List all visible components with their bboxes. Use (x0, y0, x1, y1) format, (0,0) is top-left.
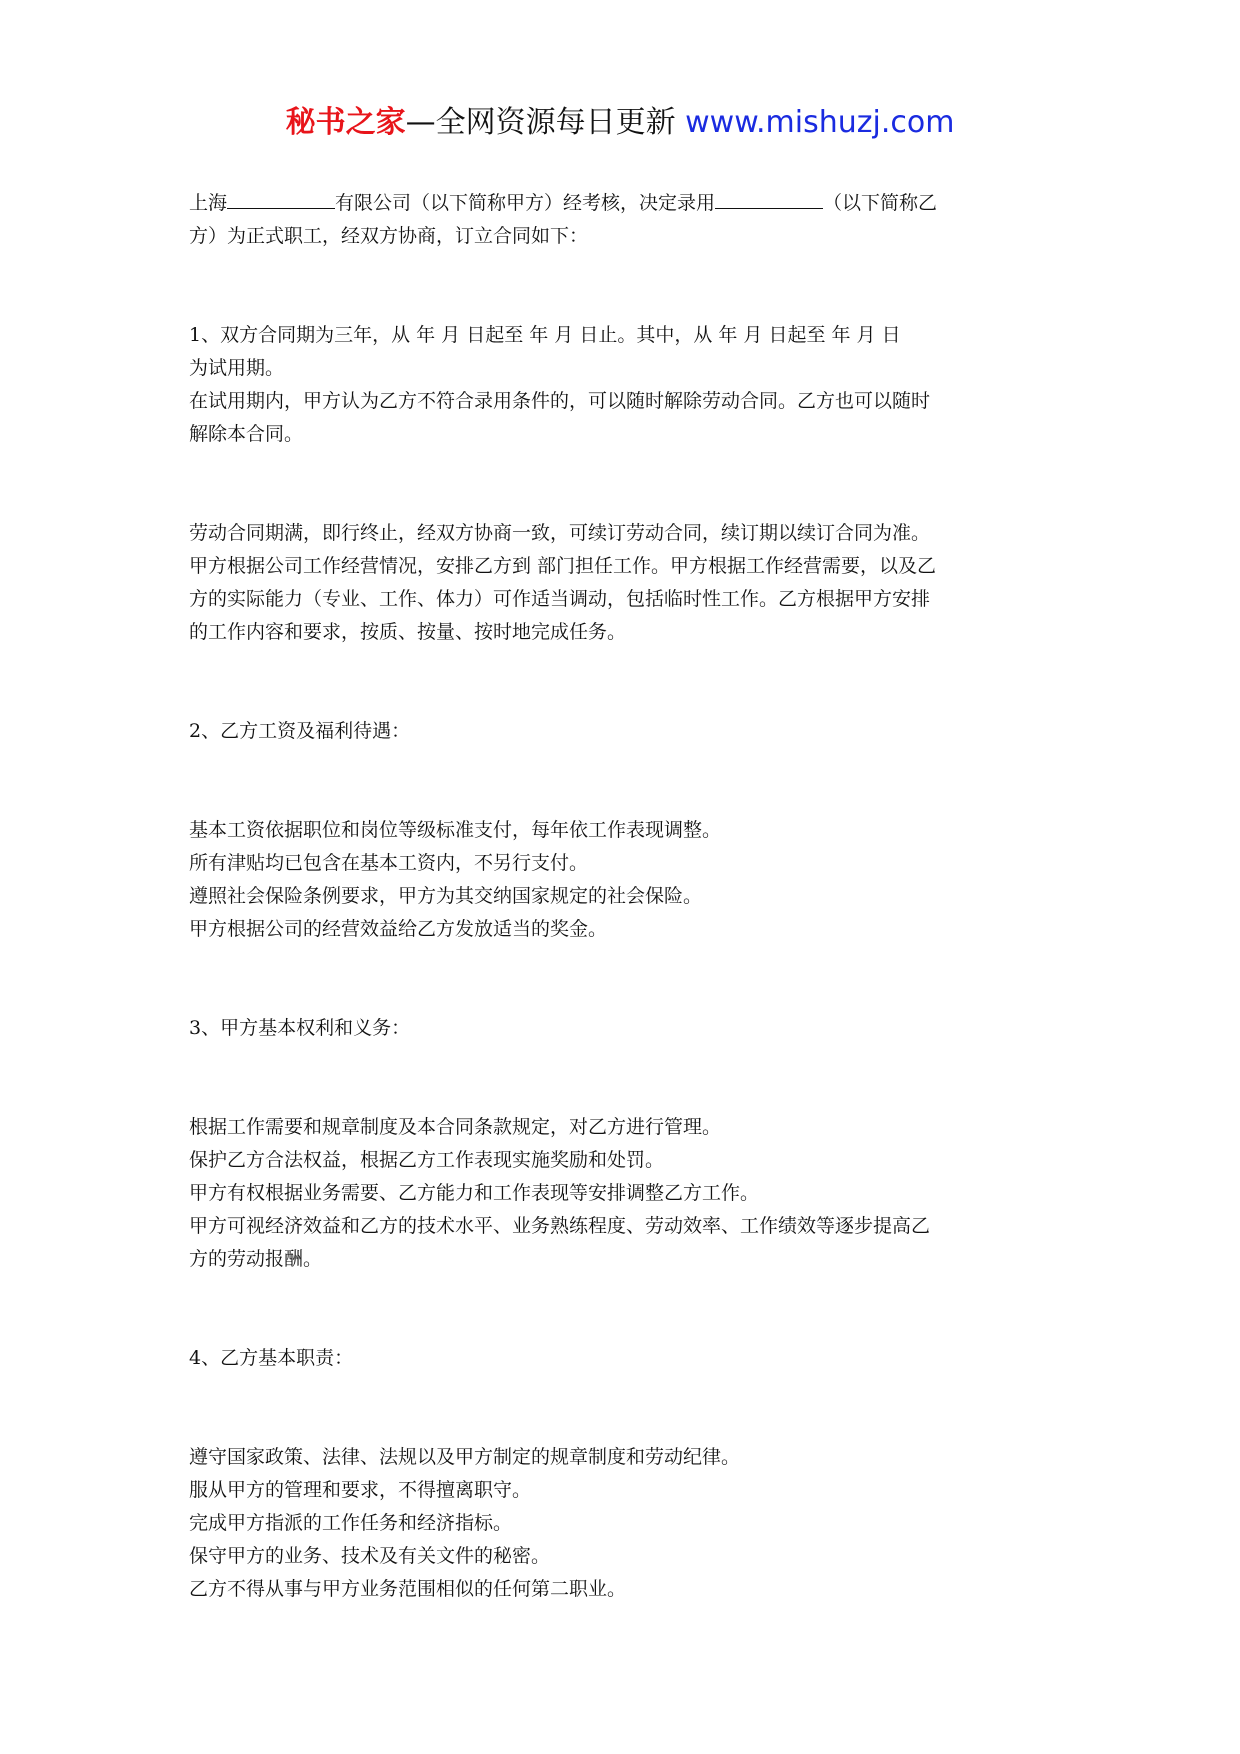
section4-heading: 4、乙方基本职责： (189, 1347, 354, 1369)
section4-line-5: 乙方不得从事与甲方业务范围相似的任何第二职业。 (189, 1578, 627, 1600)
section2-line-4: 甲方根据公司的经营效益给乙方发放适当的奖金。 (189, 918, 608, 940)
intro-mid: 有限公司（以下简称甲方）经考核，决定录用 (335, 192, 716, 214)
section4-line-4: 保守甲方的业务、技术及有关文件的秘密。 (189, 1545, 551, 1567)
section1-line-2: 为试用期。 (189, 357, 285, 379)
section3-line-3: 甲方有权根据业务需要、乙方能力和工作表现等安排调整乙方工作。 (189, 1182, 760, 1204)
site-header (0, 100, 1240, 146)
company-name-blank (227, 186, 335, 209)
intro-prefix: 上海 (189, 192, 228, 214)
employee-name-blank (715, 186, 823, 209)
site-brand: 秘书之家 (285, 105, 406, 140)
section4-line-1: 遵守国家政策、法律、法规以及甲方制定的规章制度和劳动纪律。 (189, 1446, 741, 1468)
section3-line-4: 甲方可视经济效益和乙方的技术水平、业务熟练程度、劳动效率、工作绩效等逐步提高乙 (189, 1215, 931, 1237)
intro-line-2: 方）为正式职工，经双方协商，订立合同如下： (189, 225, 589, 247)
para2-line-1: 劳动合同期满，即行终止，经双方协商一致，可续订劳动合同，续订期以续订合同为准。 (189, 522, 931, 544)
site-url-link[interactable]: www.mishuzj.com (685, 105, 955, 140)
section1-line-1: 1、双方合同期为三年，从 年 月 日起至 年 月 日止。其中，从 年 月 日起至 年 月 日 (189, 324, 901, 346)
section3-line-2: 保护乙方合法权益，根据乙方工作表现实施奖励和处罚。 (189, 1149, 665, 1171)
intro-suffix: （以下简称乙 (823, 192, 938, 214)
section2-heading: 2、乙方工资及福利待遇： (189, 720, 411, 742)
section4-line-3: 完成甲方指派的工作任务和经济指标。 (189, 1512, 513, 1534)
contract-body (189, 186, 1059, 1606)
section3-line-5: 方的劳动报酬。 (189, 1248, 323, 1270)
section1-line-3: 在试用期内，甲方认为乙方不符合录用条件的，可以随时解除劳动合同。乙方也可以随时 (189, 390, 931, 412)
section3-heading: 3、甲方基本权利和义务： (189, 1017, 411, 1039)
section4-line-2: 服从甲方的管理和要求，不得擅离职守。 (189, 1479, 532, 1501)
section1-line-4: 解除本合同。 (189, 423, 304, 445)
para2-line-4: 的工作内容和要求，按质、按量、按时地完成任务。 (189, 621, 627, 643)
site-slogan: —全网资源每日更新 (405, 105, 676, 140)
para2-line-2: 甲方根据公司工作经营情况，安排乙方到 部门担任工作。甲方根据工作经营需要，以及乙 (189, 555, 937, 577)
para2-line-3: 方的实际能力（专业、工作、体力）可作适当调动，包括临时性工作。乙方根据甲方安排 (189, 588, 931, 610)
section2-line-2: 所有津贴均已包含在基本工资内，不另行支付。 (189, 852, 589, 874)
intro-line-1 (189, 186, 1059, 220)
section2-line-3: 遵照社会保险条例要求，甲方为其交纳国家规定的社会保险。 (189, 885, 703, 907)
section3-line-1: 根据工作需要和规章制度及本合同条款规定，对乙方进行管理。 (189, 1116, 722, 1138)
section2-line-1: 基本工资依据职位和岗位等级标准支付，每年依工作表现调整。 (189, 819, 722, 841)
